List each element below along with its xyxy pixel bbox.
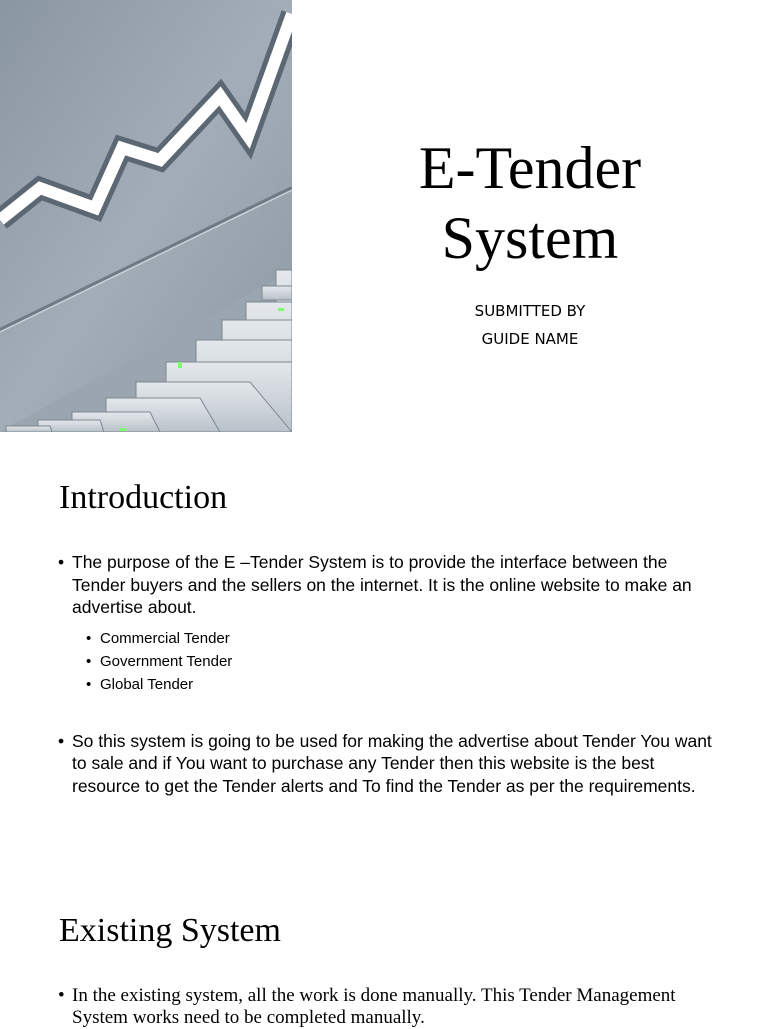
staircase-rising-arrow-photo xyxy=(0,0,292,432)
title-line-2: System xyxy=(441,205,619,271)
title-slide xyxy=(0,0,768,432)
bullet-list xyxy=(58,985,718,1029)
existing-system-slide xyxy=(0,866,768,1028)
list-item: • The purpose of the E –Tender System is to provide the interface between the Tender buyers and the sellers on the internet. It is the online website to make an advertise about. xyxy=(58,551,718,619)
list-item: • So this system is going to be used for making the advertise about Tender You want to sale and if You want to purchase any Tender then this website is the best resource to get the Tender alerts and To find the Tender as per the requirements. xyxy=(58,730,718,798)
introduction-slide xyxy=(0,433,768,865)
bullet-list xyxy=(58,551,718,797)
presentation-title xyxy=(300,133,760,273)
title-line-1: E-Tender xyxy=(418,135,642,201)
subtitle-block xyxy=(300,297,760,353)
slide-heading: Introduction xyxy=(59,479,228,516)
submitted-by-label: SUBMITTED BY xyxy=(474,302,586,320)
sub-list-item: • Commercial Tender xyxy=(86,627,718,650)
guide-name-label: GUIDE NAME xyxy=(481,330,579,348)
sub-list-item: • Government Tender xyxy=(86,650,718,673)
slide-heading: Existing System xyxy=(59,912,281,949)
sub-list-item: • Global Tender xyxy=(86,673,718,696)
list-item: • In the existing system, all the work is done manually. This Tender Management System works need to be completed manually. xyxy=(58,985,718,1029)
